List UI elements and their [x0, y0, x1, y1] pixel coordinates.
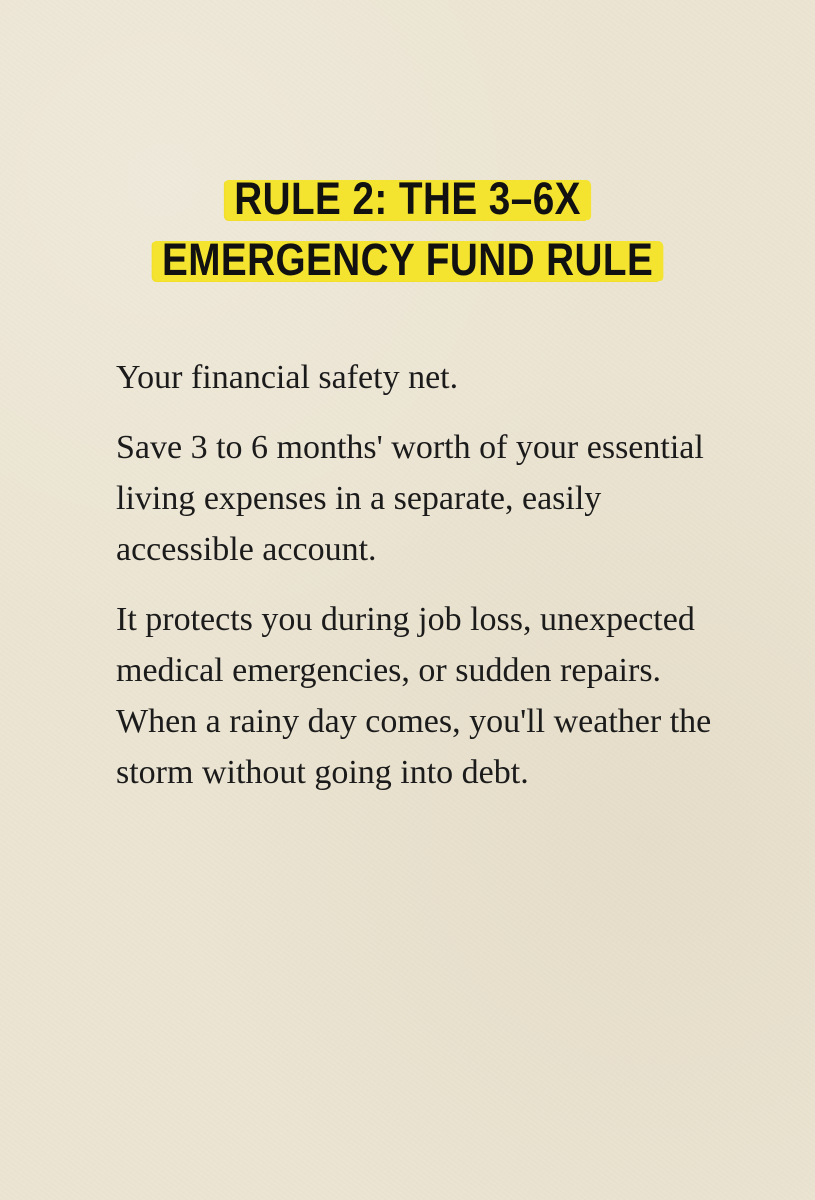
title-line-2	[153, 231, 661, 289]
paragraph-rule: Save 3 to 6 months' worth of your essential living expenses in a separate, easily accessible account.	[116, 429, 704, 568]
paragraph-benefits: It protects you during job loss, unexpected medical emergencies, or sudden repairs. When a rainy day comes, you'll weather the storm without going into debt.	[116, 601, 712, 791]
paragraph-intro: Your financial safety net.	[116, 359, 459, 396]
title-line-2-text: EMERGENCY FUND RULE	[153, 234, 661, 285]
page-title	[0, 170, 815, 289]
body-text	[116, 352, 736, 817]
title-line-1	[226, 170, 590, 228]
title-line-1-text: RULE 2: THE 3–6X	[226, 173, 590, 224]
